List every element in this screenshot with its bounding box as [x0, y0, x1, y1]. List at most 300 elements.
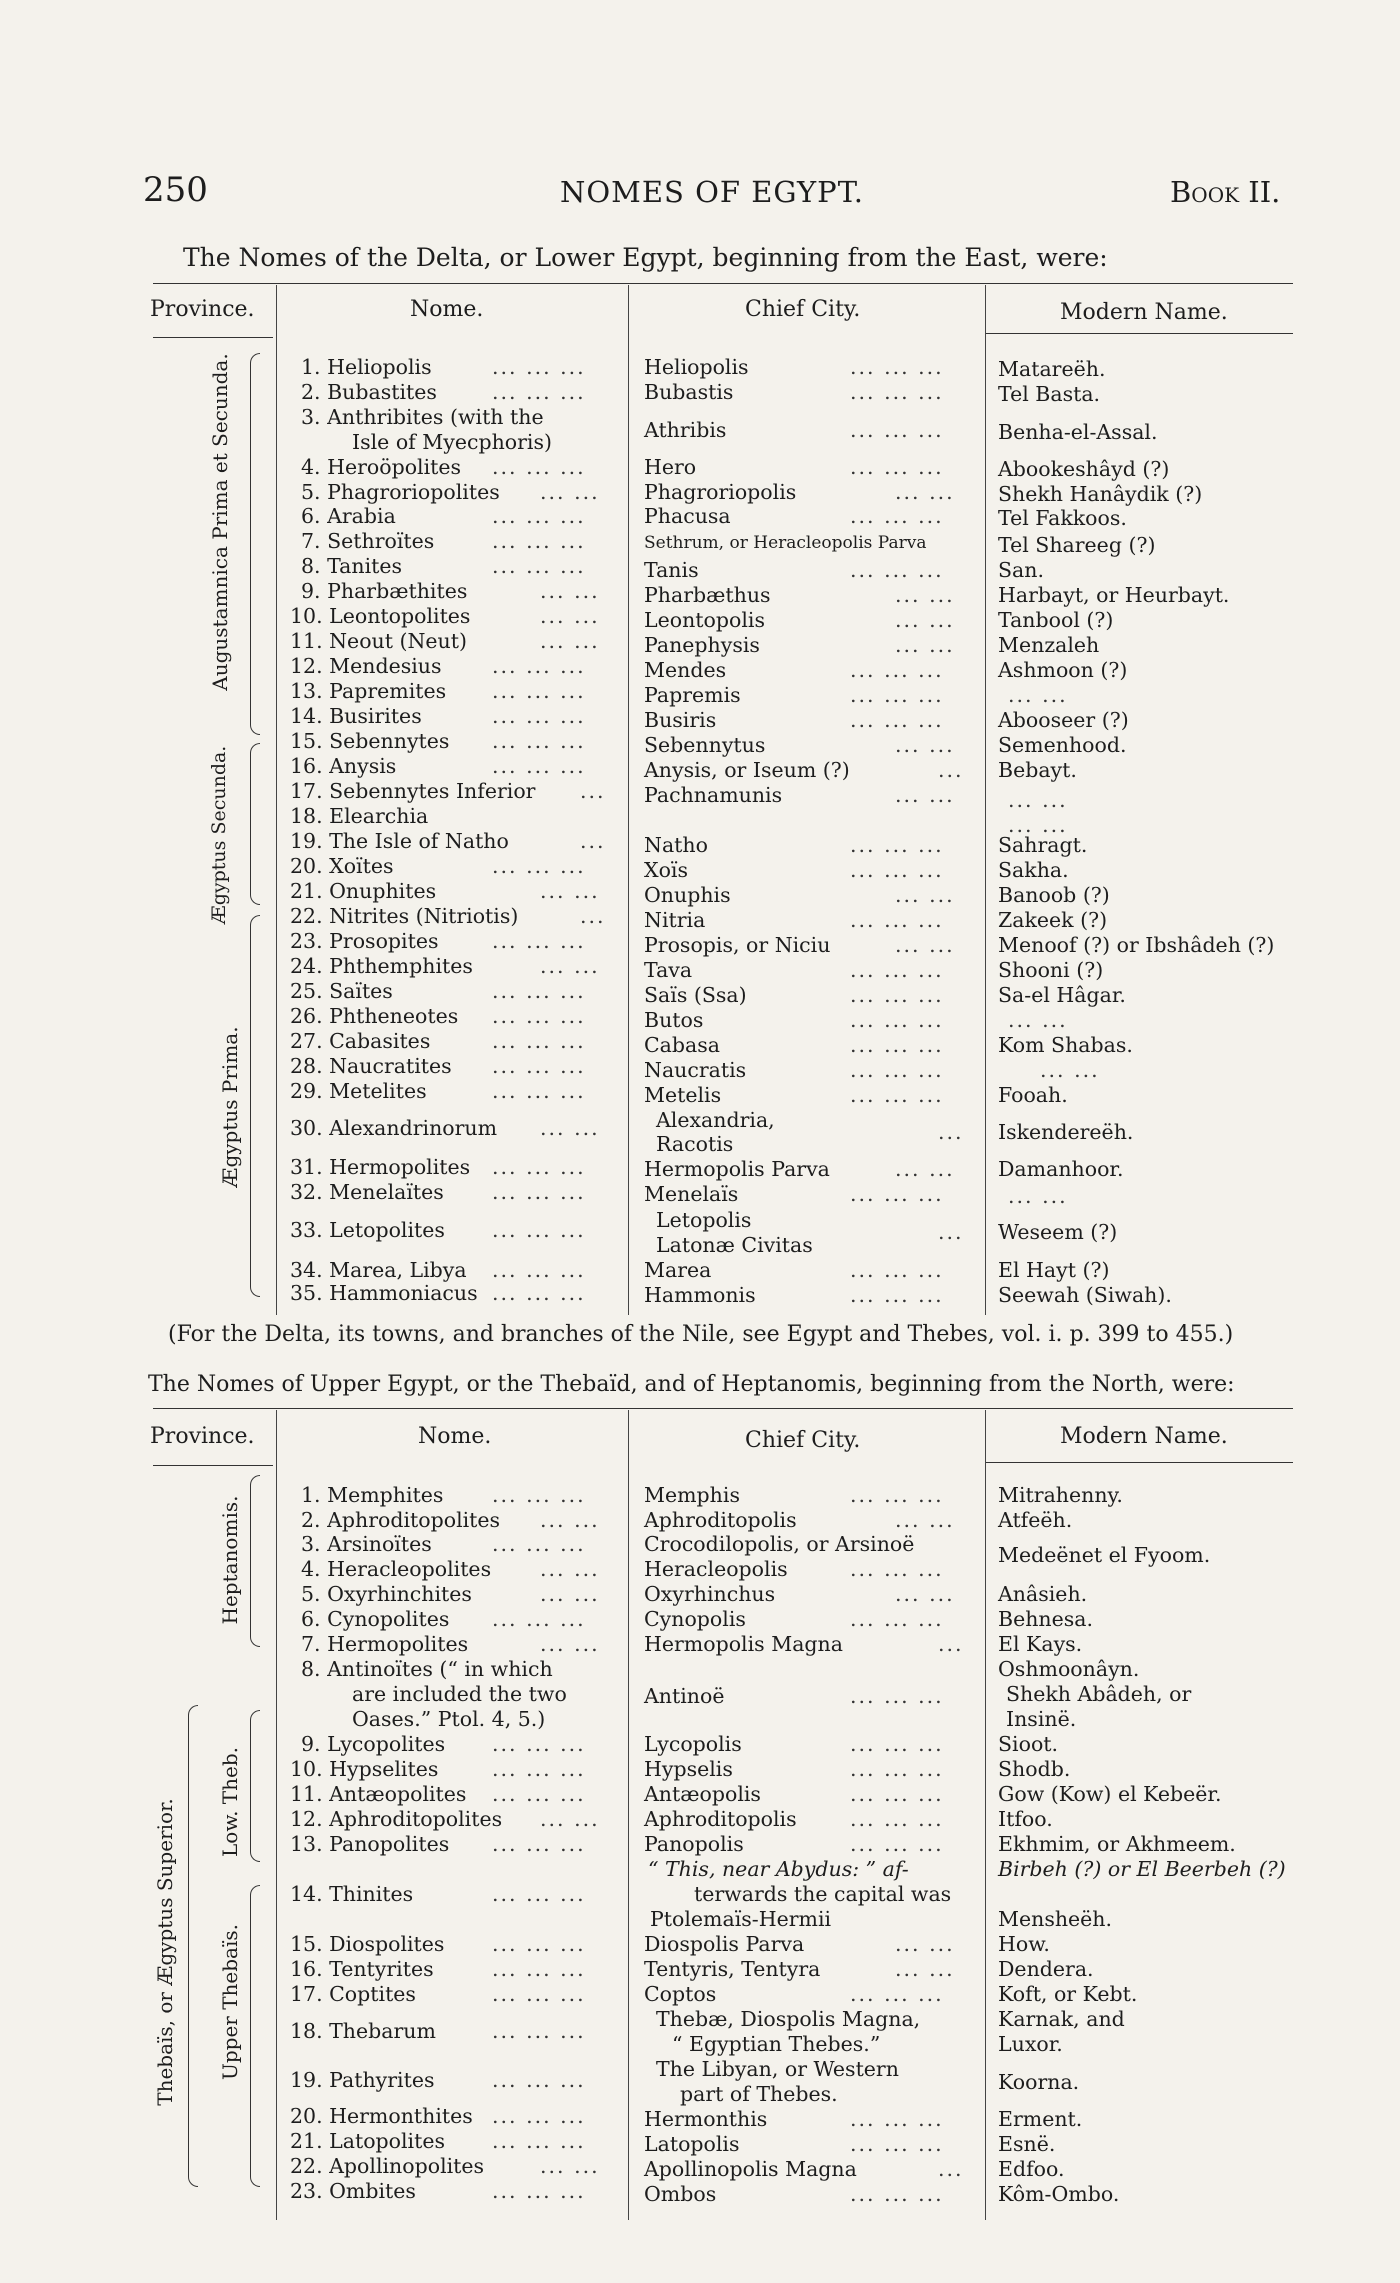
- leader-dots: ... ... ...: [492, 1957, 586, 1981]
- nome-item: 6. Cynopolites: [301, 1607, 450, 1631]
- leader-dots: ... ... ...: [492, 1932, 586, 1956]
- leader-dots: ... ... ...: [492, 979, 586, 1003]
- leader-dots: ... ... ...: [850, 908, 944, 932]
- modern-item: Iskendereëh.: [998, 1120, 1134, 1144]
- leader-dots: ... ...: [895, 883, 955, 907]
- city-item: Busiris: [644, 708, 717, 732]
- lower-header-rule-left: [153, 337, 273, 338]
- city-item: Prosopis, or Niciu: [644, 933, 831, 957]
- city-item: Xoïs: [644, 858, 689, 882]
- leader-dots: ... ...: [540, 480, 600, 504]
- modern-item: Gow (Kow) el Kebeër.: [998, 1782, 1222, 1806]
- leader-dots: ... ... ...: [850, 708, 944, 732]
- leader-dots: ... ... ...: [850, 455, 944, 479]
- upper-header-modern: Modern Name.: [1060, 1424, 1228, 1449]
- lower-col-divider: [628, 285, 629, 1315]
- lower-footnote: (For the Delta, its towns, and branches of the Nile, see Egypt and Thebes, vol. i. p. 399 to 455.): [168, 1322, 1234, 1347]
- brace-low-theb: [250, 1710, 260, 1862]
- leader-dots: ... ... ...: [850, 1807, 944, 1831]
- city-item: Hermopolis Magna: [644, 1632, 843, 1656]
- leader-dots: ... ...: [895, 1932, 955, 1956]
- leader-dots: ... ... ...: [850, 558, 944, 582]
- modern-item: Shekh Abâdeh, or: [1006, 1682, 1192, 1706]
- leader-dots: ... ...: [895, 480, 955, 504]
- modern-item: Matareëh.: [998, 357, 1106, 381]
- lower-header-modern: Modern Name.: [1060, 300, 1228, 325]
- modern-item: Menzaleh: [998, 633, 1100, 657]
- leader-dots: ... ... ...: [492, 754, 586, 778]
- leader-dots: ... ... ...: [850, 1782, 944, 1806]
- city-item: Hammonis: [644, 1283, 756, 1307]
- city-item: Pachnamunis: [644, 783, 783, 807]
- modern-item: Itfoo.: [998, 1807, 1053, 1831]
- leader-dots: ... ... ...: [850, 683, 944, 707]
- leader-dots: ... ...: [540, 1116, 600, 1140]
- modern-item: Fooah.: [998, 1083, 1068, 1107]
- leader-dots: ... ... ...: [850, 380, 944, 404]
- nome-item: 17. Sebennytes Inferior: [290, 779, 536, 803]
- leader-dots: ... ...: [895, 783, 955, 807]
- modern-item: Medeënet el Fyoom.: [998, 1543, 1211, 1567]
- leader-dots: ... ... ...: [850, 1483, 944, 1507]
- nome-item: 34. Marea, Libya: [290, 1258, 467, 1282]
- nome-item: are included the two: [352, 1682, 567, 1706]
- leader-dots: ... ... ...: [850, 1033, 944, 1057]
- city-item: Anysis, or Iseum (?): [644, 758, 850, 782]
- city-item: Tanis: [644, 558, 699, 582]
- upper-col-divider: [985, 1410, 986, 2220]
- modern-item: Sahragt.: [998, 833, 1088, 857]
- leader-dots: ...: [580, 829, 606, 853]
- modern-item: Semenhood.: [998, 733, 1127, 757]
- city-item: Aphroditopolis: [644, 1508, 797, 1532]
- leader-dots: ... ... ...: [492, 679, 586, 703]
- modern-item: Benha-el-Assal.: [998, 420, 1158, 444]
- leader-dots: ... ...: [895, 583, 955, 607]
- province-heptanomis: Heptanomis.: [218, 1495, 242, 1625]
- leader-dots: ... ... ...: [492, 2129, 586, 2153]
- city-item: Metelis: [644, 1083, 722, 1107]
- leader-dots: ... ... ...: [850, 858, 944, 882]
- nome-item: 11. Neout (Neut): [290, 629, 467, 653]
- nome-item: 5. Oxyrhinchites: [301, 1582, 472, 1606]
- city-item: Alexandria,: [656, 1108, 775, 1132]
- leader-dots: ... ... ...: [850, 504, 944, 528]
- leader-dots: ... ...: [540, 879, 600, 903]
- leader-dots: ... ...: [895, 1957, 955, 1981]
- city-item: Antæopolis: [644, 1782, 761, 1806]
- brace-thebais: [188, 1705, 198, 2187]
- nome-item: 33. Letopolites: [290, 1218, 445, 1242]
- nome-item: 24. Phthemphites: [290, 954, 473, 978]
- leader-dots: ... ... ...: [492, 929, 586, 953]
- nome-item: 20. Hermonthites: [290, 2104, 473, 2128]
- leader-dots: ... ... ...: [492, 1029, 586, 1053]
- modern-item: Bebayt.: [998, 758, 1077, 782]
- leader-dots: ... ... ...: [850, 2132, 944, 2156]
- leader-dots: ... ... ...: [492, 1832, 586, 1856]
- leader-dots: ... ... ...: [492, 1982, 586, 2006]
- modern-item: Ekhmim, or Akhmeem.: [998, 1832, 1236, 1856]
- nome-item: 12. Mendesius: [290, 654, 442, 678]
- leader-dots: ... ... ...: [492, 380, 586, 404]
- leader-dots: ... ...: [895, 608, 955, 632]
- nome-item: 19. Pathyrites: [290, 2068, 435, 2092]
- modern-item: Sa-el Hâgar.: [998, 983, 1126, 1007]
- leader-dots: ... ... ...: [492, 2179, 586, 2203]
- city-item: Letopolis: [656, 1208, 752, 1232]
- city-item: Apollinopolis Magna: [644, 2157, 857, 2181]
- leader-dots: ... ... ...: [850, 2107, 944, 2131]
- nome-item: 26. Phtheneotes: [290, 1004, 459, 1028]
- nome-item: 20. Xoïtes: [290, 854, 394, 878]
- city-item: Tentyris, Tentyra: [644, 1957, 821, 1981]
- modern-item: Koorna.: [998, 2070, 1080, 2094]
- leader-dots: ... ... ...: [850, 1832, 944, 1856]
- leader-dots: ... ... ...: [850, 1058, 944, 1082]
- leader-dots: ... ...: [540, 954, 600, 978]
- leader-dots: ... ...: [540, 2154, 600, 2178]
- nome-item: Oases.” Ptol. 4, 5.): [352, 1707, 546, 1731]
- nome-item: 22. Nitrites (Nitriotis): [290, 904, 519, 928]
- modern-item: Karnak, and: [998, 2007, 1125, 2031]
- upper-col-divider: [276, 1410, 277, 2220]
- upper-header-rule-left: [153, 1465, 273, 1466]
- lower-caption: The Nomes of the Delta, or Lower Egypt, beginning from the East, were:: [183, 243, 1108, 272]
- leader-dots: ... ... ...: [492, 554, 586, 578]
- nome-item: 1. Memphites: [301, 1483, 444, 1507]
- leader-dots: ...: [938, 1220, 964, 1244]
- nome-item: 35. Hammoniacus: [290, 1281, 478, 1305]
- city-item: terwards the capital was: [694, 1882, 952, 1906]
- nome-item: 21. Onuphites: [290, 879, 437, 903]
- lower-header-province: Province.: [150, 297, 255, 322]
- nome-item: 23. Ombites: [290, 2179, 416, 2203]
- modern-item: Oshmoonâyn.: [998, 1657, 1140, 1681]
- city-item: Ombos: [644, 2182, 717, 2206]
- city-item: Coptos: [644, 1982, 717, 2006]
- nome-item: 7. Sethroïtes: [301, 529, 435, 553]
- province-thebais: Thebaïs, or Ægyptus Superior.: [153, 1798, 177, 2106]
- city-item: Butos: [644, 1008, 704, 1032]
- leader-dots: ... ...: [1008, 683, 1068, 707]
- nome-item: 1. Heliopolis: [301, 355, 432, 379]
- leader-dots: ... ... ...: [850, 355, 944, 379]
- city-item: Hypselis: [644, 1757, 733, 1781]
- leader-dots: ... ... ...: [492, 1483, 586, 1507]
- leader-dots: ... ... ...: [850, 1008, 944, 1032]
- city-item: Menelaïs: [644, 1182, 739, 1206]
- upper-header-province: Province.: [150, 1424, 255, 1449]
- city-item: Saïs (Ssa): [644, 983, 747, 1007]
- leader-dots: ... ... ...: [492, 1757, 586, 1781]
- city-item: Phagroriopolis: [644, 480, 797, 504]
- modern-item: Menoof (?) or Ibshâdeh (?): [998, 933, 1275, 957]
- lower-header-nome: Nome.: [410, 297, 484, 322]
- leader-dots: ... ... ...: [492, 1607, 586, 1631]
- lower-header-city: Chief City.: [745, 297, 861, 322]
- modern-item: How.: [998, 1932, 1050, 1956]
- nome-item: 31. Hermopolites: [290, 1155, 471, 1179]
- nome-item: 4. Heroöpolites: [301, 455, 462, 479]
- modern-item: Tanbool (?): [998, 608, 1114, 632]
- modern-item: Seewah (Siwah).: [998, 1283, 1172, 1307]
- city-item: Cabasa: [644, 1033, 720, 1057]
- leader-dots: ... ... ...: [850, 1283, 944, 1307]
- modern-item: Shooni (?): [998, 958, 1104, 982]
- city-item: Aphroditopolis: [644, 1807, 797, 1831]
- nome-item: 12. Aphroditopolites: [290, 1807, 503, 1831]
- leader-dots: ... ...: [1008, 788, 1068, 812]
- modern-item: Weseem (?): [998, 1220, 1118, 1244]
- city-item: Sebennytus: [644, 733, 766, 757]
- leader-dots: ... ... ...: [850, 1982, 944, 2006]
- city-item: Leontopolis: [644, 608, 765, 632]
- leader-dots: ... ... ...: [492, 355, 586, 379]
- leader-dots: ... ... ...: [492, 529, 586, 553]
- nome-item: 17. Coptites: [290, 1982, 416, 2006]
- city-item: Panopolis: [644, 1832, 744, 1856]
- leader-dots: ... ... ...: [850, 833, 944, 857]
- city-item: part of Thebes.: [680, 2082, 838, 2106]
- city-item: Heliopolis: [644, 355, 749, 379]
- nome-item: 18. Thebarum: [290, 2019, 436, 2043]
- leader-dots: ... ...: [540, 629, 600, 653]
- leader-dots: ... ... ...: [850, 418, 944, 442]
- modern-item: Tel Shareeg (?): [998, 533, 1156, 557]
- modern-item: El Hayt (?): [998, 1258, 1110, 1282]
- nome-item: 5. Phagroriopolites: [301, 480, 500, 504]
- lower-header-rule: [985, 333, 1293, 334]
- leader-dots: ... ...: [895, 1157, 955, 1181]
- city-item: Diospolis Parva: [644, 1932, 805, 1956]
- city-item: The Libyan, or Western: [656, 2057, 899, 2081]
- city-item: Marea: [644, 1258, 712, 1282]
- city-item: Cynopolis: [644, 1607, 746, 1631]
- city-item: Latonæ Civitas: [656, 1233, 813, 1257]
- lower-col-divider: [985, 285, 986, 1315]
- city-item: Pharbæthus: [644, 583, 771, 607]
- modern-item: Kôm-Ombo.: [998, 2182, 1120, 2206]
- province-low-theb: Low. Theb.: [218, 1747, 242, 1857]
- modern-item: Insinë.: [1006, 1707, 1077, 1731]
- leader-dots: ... ... ...: [850, 2182, 944, 2206]
- leader-dots: ... ...: [540, 1557, 600, 1581]
- leader-dots: ... ...: [1008, 1184, 1068, 1208]
- nome-item: 4. Heracleopolites: [301, 1557, 492, 1581]
- leader-dots: ... ... ...: [492, 2104, 586, 2128]
- province-augustamnica: Augustamnica Prima et Secunda.: [208, 353, 232, 691]
- modern-item: Harbayt, or Heurbayt.: [998, 583, 1230, 607]
- brace-aegyptus-secunda: [250, 743, 260, 905]
- leader-dots: ... ... ...: [492, 1054, 586, 1078]
- nome-item: 6. Arabia: [301, 504, 396, 528]
- nome-item: 19. The Isle of Natho: [290, 829, 509, 853]
- leader-dots: ... ... ...: [850, 1258, 944, 1282]
- leader-dots: ... ... ...: [492, 1180, 586, 1204]
- city-item: Hermonthis: [644, 2107, 768, 2131]
- nome-item: 28. Naucratites: [290, 1054, 452, 1078]
- nome-item: 16. Tentyrites: [290, 1957, 434, 1981]
- nome-item: 11. Antæopolites: [290, 1782, 467, 1806]
- city-item: Lycopolis: [644, 1732, 742, 1756]
- leader-dots: ... ... ...: [492, 704, 586, 728]
- upper-col-divider: [628, 1410, 629, 2220]
- city-item: Heracleopolis: [644, 1557, 788, 1581]
- modern-item: Ashmoon (?): [998, 658, 1128, 682]
- nome-item: 3. Arsinoïtes: [301, 1532, 432, 1556]
- nome-item: 32. Menelaïtes: [290, 1180, 444, 1204]
- city-item: Ptolemaïs-Hermii: [650, 1907, 832, 1931]
- nome-item: 14. Thinites: [290, 1882, 414, 1906]
- city-item: Phacusa: [644, 504, 731, 528]
- modern-item: Banoob (?): [998, 883, 1110, 907]
- nome-item: 10. Leontopolites: [290, 604, 471, 628]
- city-item: Nitria: [644, 908, 706, 932]
- leader-dots: ... ... ...: [492, 1732, 586, 1756]
- leader-dots: ... ... ...: [492, 1281, 586, 1305]
- nome-item: 21. Latopolites: [290, 2129, 446, 2153]
- nome-item: 30. Alexandrinorum: [290, 1116, 498, 1140]
- city-item: Antinoë: [644, 1684, 725, 1708]
- upper-top-rule: [153, 1408, 1293, 1409]
- nome-item: 27. Cabasites: [290, 1029, 431, 1053]
- brace-upper-thebais: [250, 1885, 260, 2187]
- modern-item: Damanhoor.: [998, 1157, 1124, 1181]
- leader-dots: ... ... ...: [850, 1182, 944, 1206]
- city-item: “ Egyptian Thebes.”: [672, 2032, 881, 2056]
- leader-dots: ... ...: [1008, 1008, 1068, 1032]
- leader-dots: ...: [580, 904, 606, 928]
- nome-item: 2. Bubastites: [301, 380, 437, 404]
- leader-dots: ... ... ...: [492, 654, 586, 678]
- lower-top-rule: [153, 283, 1293, 284]
- leader-dots: ...: [938, 758, 964, 782]
- leader-dots: ... ...: [895, 1508, 955, 1532]
- leader-dots: ... ... ...: [492, 1882, 586, 1906]
- modern-item: Kom Shabas.: [998, 1033, 1133, 1057]
- leader-dots: ... ... ...: [492, 1079, 586, 1103]
- nome-item: 22. Apollinopolites: [290, 2154, 485, 2178]
- page-number: 250: [143, 170, 208, 210]
- city-item: Onuphis: [644, 883, 731, 907]
- leader-dots: ...: [938, 1120, 964, 1144]
- leader-dots: ... ... ...: [850, 1732, 944, 1756]
- leader-dots: ... ...: [895, 1582, 955, 1606]
- nome-item: Isle of Myecphoris): [352, 430, 552, 454]
- nome-item: 3. Anthribites (with the: [301, 405, 544, 429]
- upper-header-nome: Nome.: [418, 1424, 492, 1449]
- running-title: NOMES OF EGYPT.: [560, 175, 864, 209]
- leader-dots: ... ... ...: [850, 1607, 944, 1631]
- leader-dots: ... ...: [1040, 1058, 1100, 1082]
- upper-header-rule: [985, 1462, 1293, 1463]
- leader-dots: ...: [938, 1632, 964, 1656]
- leader-dots: ... ... ...: [492, 1532, 586, 1556]
- nome-item: 15. Diospolites: [290, 1932, 445, 1956]
- upper-header-city: Chief City.: [745, 1428, 861, 1453]
- leader-dots: ... ... ...: [492, 504, 586, 528]
- leader-dots: ... ... ...: [492, 1155, 586, 1179]
- nome-item: 16. Anysis: [290, 754, 397, 778]
- leader-dots: ... ... ...: [850, 658, 944, 682]
- nome-item: 15. Sebennytes: [290, 729, 450, 753]
- leader-dots: ... ...: [895, 733, 955, 757]
- nome-item: 23. Prosopites: [290, 929, 439, 953]
- nome-item: 29. Metelites: [290, 1079, 427, 1103]
- leader-dots: ... ...: [895, 633, 955, 657]
- city-item: Natho: [644, 833, 708, 857]
- lower-col-divider: [276, 285, 277, 1315]
- city-item: Sethrum, or Heracleopolis Parva: [644, 533, 927, 553]
- province-aegyptus-secunda: Ægyptus Secunda.: [208, 745, 231, 925]
- leader-dots: ... ... ...: [492, 2019, 586, 2043]
- leader-dots: ... ...: [540, 1582, 600, 1606]
- modern-item: Mitrahenny.: [998, 1483, 1123, 1507]
- leader-dots: ... ...: [540, 1807, 600, 1831]
- nome-item: 14. Busirites: [290, 704, 422, 728]
- nome-item: 9. Pharbæthites: [301, 579, 468, 603]
- leader-dots: ... ... ...: [492, 854, 586, 878]
- city-item: Papremis: [644, 683, 741, 707]
- modern-item: Zakeek (?): [998, 908, 1108, 932]
- leader-dots: ... ... ...: [492, 1258, 586, 1282]
- modern-item: Erment.: [998, 2107, 1083, 2131]
- modern-item: San.: [998, 558, 1044, 582]
- city-item: Thebæ, Diospolis Magna,: [656, 2007, 921, 2031]
- modern-item: Shekh Hanâydik (?): [998, 482, 1203, 506]
- nome-item: 10. Hypselites: [290, 1757, 439, 1781]
- modern-item: Edfoo.: [998, 2157, 1065, 2181]
- city-item: Memphis: [644, 1483, 740, 1507]
- modern-item: Sakha.: [998, 858, 1069, 882]
- modern-item: Shodb.: [998, 1757, 1071, 1781]
- city-item: Naucratis: [644, 1058, 747, 1082]
- nome-item: 2. Aphroditopolites: [301, 1508, 501, 1532]
- modern-item: Mensheëh.: [998, 1907, 1113, 1931]
- city-item: Mendes: [644, 658, 727, 682]
- leader-dots: ... ... ...: [850, 1757, 944, 1781]
- city-item: Athribis: [644, 418, 727, 442]
- city-item: Hero: [644, 455, 697, 479]
- leader-dots: ... ...: [540, 1508, 600, 1532]
- modern-item: Abookeshâyd (?): [998, 457, 1170, 481]
- modern-item: Abooseer (?): [998, 708, 1129, 732]
- leader-dots: ... ... ...: [492, 1004, 586, 1028]
- city-item: Oxyrhinchus: [644, 1582, 776, 1606]
- modern-item: El Kays.: [998, 1632, 1083, 1656]
- brace-augustamnica: [250, 353, 260, 735]
- province-upper-thebais: Upper Thebaïs.: [218, 1924, 242, 2081]
- leader-dots: ... ...: [540, 579, 600, 603]
- leader-dots: ... ... ...: [850, 983, 944, 1007]
- modern-item: Tel Basta.: [998, 382, 1101, 406]
- brace-heptanomis: [250, 1475, 260, 1647]
- leader-dots: ... ...: [895, 933, 955, 957]
- brace-aegyptus-prima: [250, 915, 260, 1297]
- leader-dots: ... ... ...: [492, 1218, 586, 1242]
- modern-item: Atfeëh.: [998, 1508, 1073, 1532]
- modern-item: Dendera.: [998, 1957, 1094, 1981]
- modern-item: Koft, or Kebt.: [998, 1982, 1138, 2006]
- leader-dots: ... ... ...: [492, 729, 586, 753]
- modern-item: Esnë.: [998, 2132, 1056, 2156]
- province-aegyptus-prima: Ægyptus Prima.: [218, 1026, 242, 1188]
- nome-item: 7. Hermopolites: [301, 1632, 469, 1656]
- city-item: Bubastis: [644, 380, 734, 404]
- modern-item: Birbeh (?) or El Beerbeh (?): [998, 1857, 1286, 1881]
- book-label: Book II.: [1170, 175, 1281, 209]
